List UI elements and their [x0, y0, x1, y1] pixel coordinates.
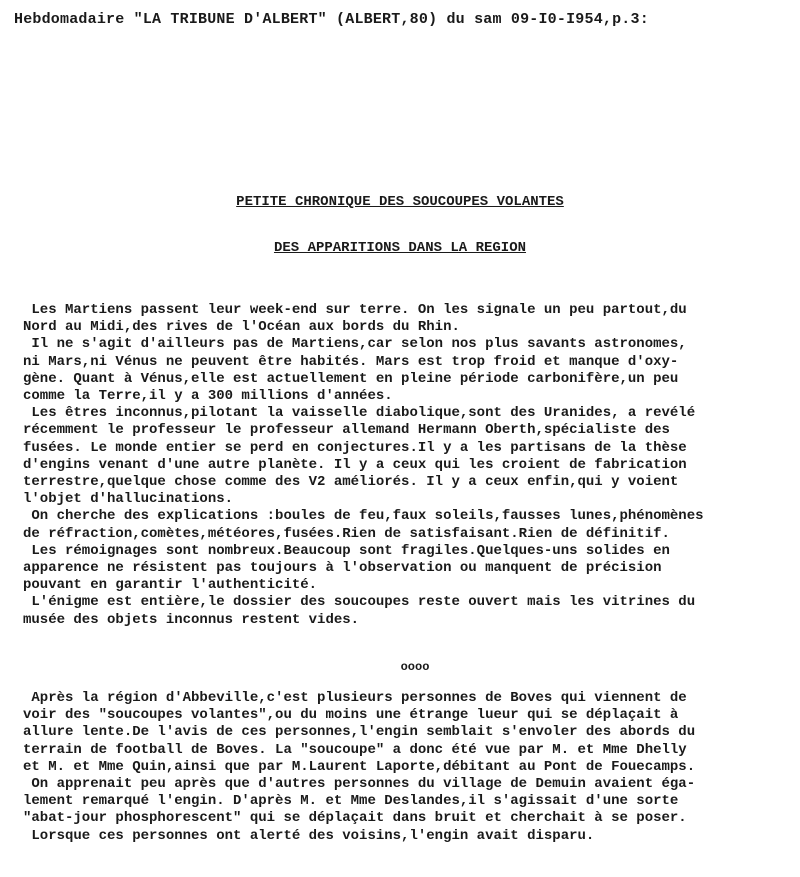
article-part-2 [23, 690, 791, 845]
text-line: Il ne s'agit d'ailleurs pas de Martiens,car selon nos plus savants astronomes, [23, 336, 687, 353]
text-line: Les êtres inconnus,pilotant la vaisselle diabolique,sont des Uranides, a revélé [23, 405, 696, 422]
text-line: L'énigme est entière,le dossier des soucoupes reste ouvert mais les vitrines du [23, 594, 696, 611]
text-line: l'objet d'hallucinations. [23, 491, 234, 508]
text-line: d'engins venant d'une autre planète. Il y a ceux qui les croient de fabrication [23, 456, 687, 473]
text-line: Lorsque ces personnes ont alerté des voisins,l'engin avait disparu. [23, 827, 595, 844]
text-line: Les rémoignages sont nombreux.Beaucoup sont fragiles.Quelques-uns solides en [23, 542, 670, 559]
chronicle-title: PETITE CHRONIQUE DES SOUCOUPES VOLANTES [236, 194, 564, 210]
text-line: Les Martiens passent leur week-end sur terre. On les signale un peu partout,du [23, 302, 687, 318]
text-line: apparence ne résistent pas toujours à l'observation ou manquent de précision [23, 560, 662, 577]
text-line: terrain de football de Boves. La "soucoupe" a donc été vue par M. et Mme Dhelly [23, 741, 687, 758]
text-line: musée des objets inconnus restent vides. [23, 611, 360, 628]
article-subtitle: DES APPARITIONS DANS LA REGION [273, 240, 527, 256]
text-line: On apprenait peu après que d'autres personnes du village de Demuin avaient éga- [23, 776, 696, 793]
section-separator: oooo [400, 660, 430, 674]
article-part-1 [23, 302, 791, 629]
text-line: récemment le professeur le professeur allemand Hermann Oberth,spécialiste des [23, 422, 670, 439]
text-line: ni Mars,ni Vénus ne peuvent être habités. Mars est trop froid et manque d'oxy- [23, 353, 679, 370]
text-line: pouvant en garantir l'authenticité. [23, 577, 318, 594]
text-line: Nord au Midi,des rives de l'Océan aux bords du Rhin. [23, 319, 460, 336]
text-line: terrestre,quelque chose comme des V2 améliorés. Il y a ceux enfin,qui y voient [23, 474, 679, 491]
text-line: lement remarqué l'engin. D'après M. et Mme Deslandes,il s'agissait d'une sorte [23, 793, 679, 810]
text-line: fusées. Le monde entier se perd en conjectures.Il y a les partisans de la thèse [23, 439, 687, 456]
text-line: voir des "soucoupes volantes",ou du moins une étrange lueur qui se déplaçait à [23, 707, 679, 724]
text-line: "abat-jour phosphorescent" qui se déplaçait dans bruit et cherchait à se poser. [23, 810, 687, 827]
text-line: comme la Terre,il y a 300 millions d'années. [23, 388, 393, 405]
text-line: gène. Quant à Vénus,elle est actuellement en pleine période carbonifère,un peu [23, 370, 679, 387]
text-line: et M. et Mme Quin,ainsi que par M.Laurent Laporte,débitant au Pont de Fouecamps. [23, 758, 696, 775]
source-citation: Hebdomadaire "LA TRIBUNE D'ALBERT" (ALBERT,80) du sam 09-I0-I954,p.3: [14, 11, 649, 28]
text-line: On cherche des explications :boules de feu,faux soleils,fausses lunes,phénomènes [23, 508, 704, 525]
text-line: allure lente.De l'avis de ces personnes,l'engin semblait s'envoler des abords du [23, 724, 696, 741]
text-line: Après la région d'Abbeville,c'est plusieurs personnes de Boves qui viennent de [23, 690, 687, 706]
text-line: de réfraction,comètes,météores,fusées.Rien de satisfaisant.Rien de définitif. [23, 525, 670, 542]
